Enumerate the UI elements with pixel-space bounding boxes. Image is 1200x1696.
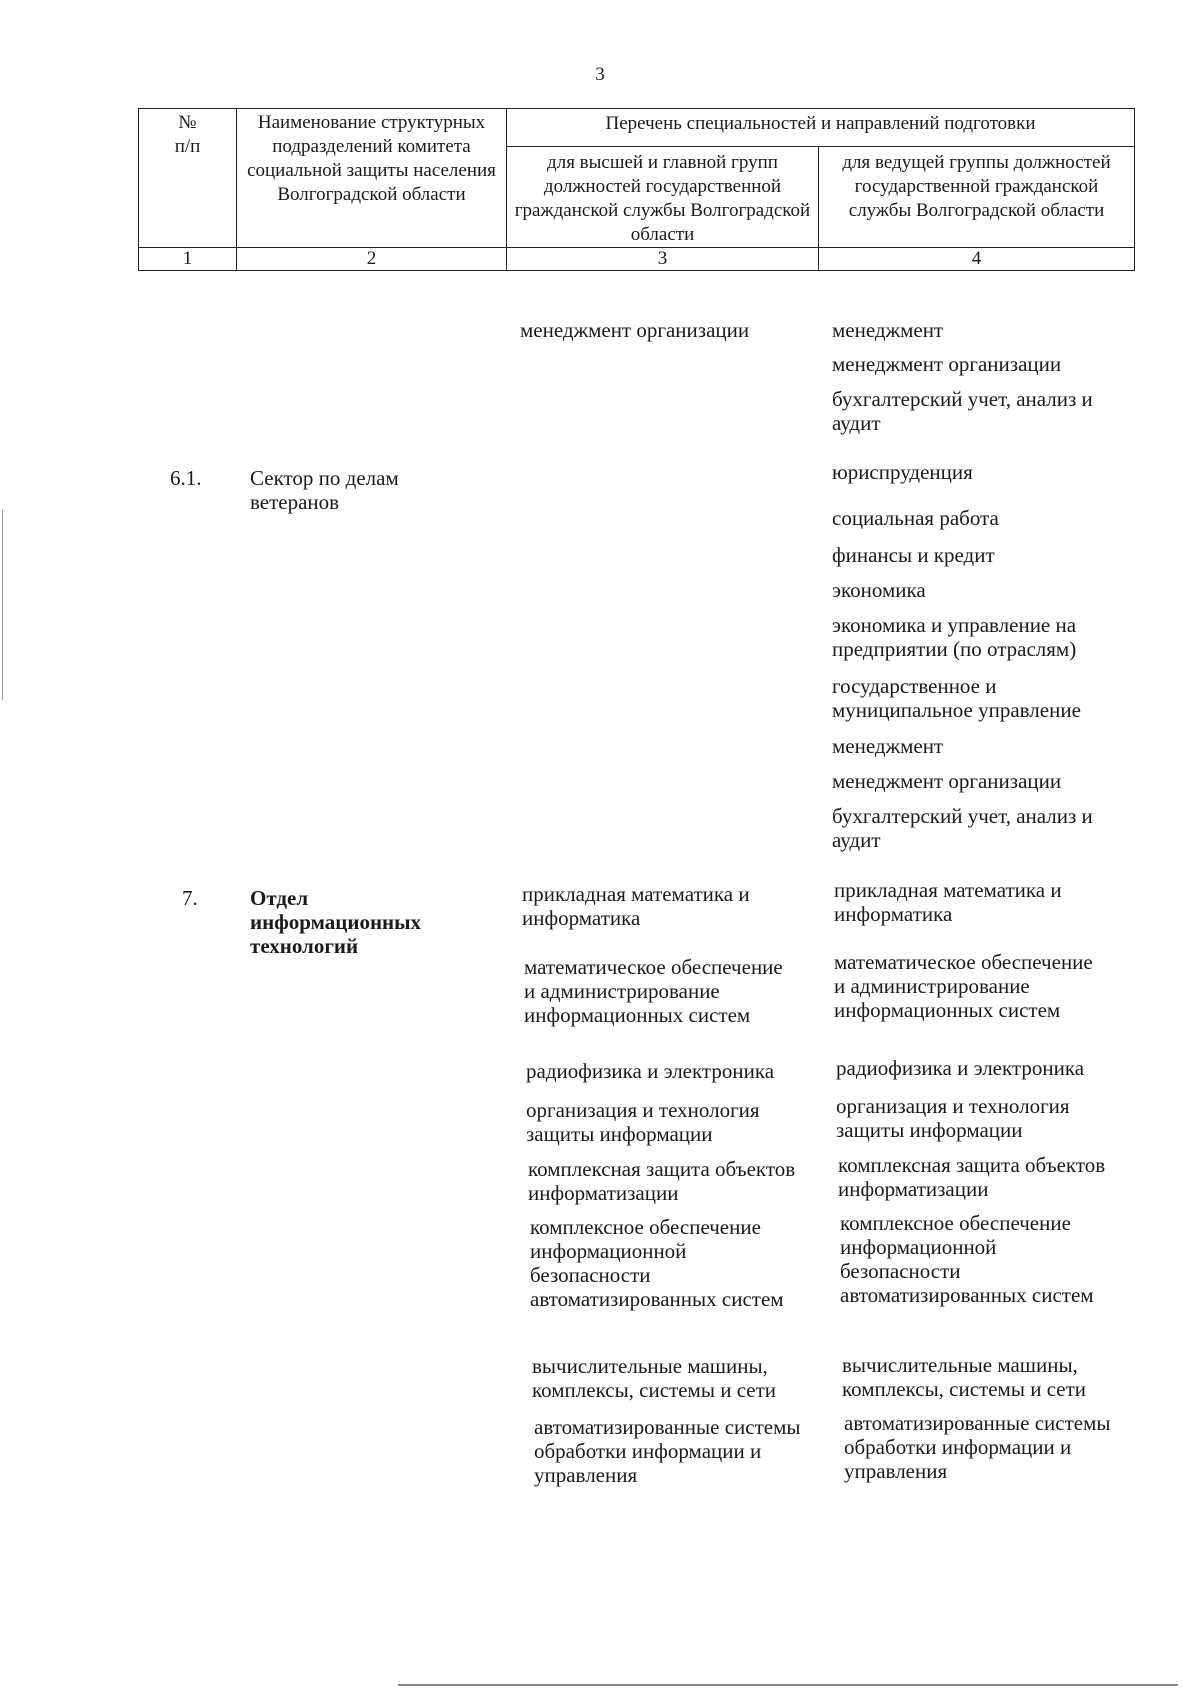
header-col-leading-group: для ведущей группы должностей государственной гражданской службы Волгоградской области — [819, 147, 1135, 248]
specialty-item: комплексная защита объектов информатизации — [838, 1153, 1106, 1201]
header-col-department: Наименование структурных подразделений комитета социальной защиты населения Волгоградской области — [237, 109, 507, 248]
scan-margin-line — [2, 510, 3, 700]
department-name: Сектор по делам ветеранов — [250, 466, 399, 514]
specialty-item: экономика и управление на предприятии (по отраслям) — [832, 613, 1077, 661]
specialty-item: финансы и кредит — [832, 543, 995, 567]
specialty-item: вычислительные машины, комплексы, системы и сети — [842, 1353, 1087, 1401]
specialty-item: математическое обеспечение и администрирование информационных систем — [834, 950, 1093, 1022]
specialty-item: радиофизика и электроника — [526, 1059, 775, 1083]
header-col-senior-groups: для высшей и главной групп должностей государственной гражданской службы Волгоградской области — [507, 147, 819, 248]
specialty-item: радиофизика и электроника — [836, 1056, 1085, 1080]
scan-bottom-line — [398, 1684, 1178, 1686]
specialty-item: автоматизированные системы обработки информации и управления — [844, 1411, 1111, 1483]
specialty-item: юриспруденция — [832, 460, 973, 484]
specialty-item: менеджмент — [832, 734, 944, 758]
specialties-table-header — [138, 108, 1135, 271]
specialty-item: комплексная защита объектов информатизации — [528, 1157, 796, 1205]
page-number: 3 — [595, 64, 605, 85]
row-number: 7. — [182, 886, 198, 910]
header-col-number: № п/п — [139, 109, 237, 248]
specialty-item: вычислительные машины, комплексы, системы и сети — [532, 1354, 777, 1402]
specialty-item: менеджмент организации — [832, 769, 1062, 793]
continued-col3-item: менеджмент организации — [520, 318, 750, 342]
specialty-item: комплексное обеспечение информационной безопасности автоматизированных систем — [840, 1211, 1094, 1307]
column-index-1: 1 — [139, 248, 237, 271]
specialty-item: прикладная математика и информатика — [834, 878, 1062, 926]
column-index-3: 3 — [507, 248, 819, 271]
header-specialties-group: Перечень специальностей и направлений подготовки — [507, 109, 1135, 147]
specialty-item: бухгалтерский учет, анализ и аудит — [832, 804, 1093, 852]
continued-col4-item: менеджмент организации — [832, 352, 1062, 376]
continued-col4-item: бухгалтерский учет, анализ и аудит — [832, 387, 1093, 435]
specialty-item: социальная работа — [832, 506, 999, 530]
column-index-2: 2 — [237, 248, 507, 271]
specialty-item: автоматизированные системы обработки информации и управления — [534, 1415, 801, 1487]
specialty-item: государственное и муниципальное управление — [832, 674, 1081, 722]
specialty-item: организация и технология защиты информации — [836, 1094, 1070, 1142]
specialty-item: комплексное обеспечение информационной безопасности автоматизированных систем — [530, 1215, 784, 1311]
column-index-4: 4 — [819, 248, 1135, 271]
specialty-item: прикладная математика и информатика — [522, 882, 750, 930]
specialty-item: математическое обеспечение и администрирование информационных систем — [524, 955, 783, 1027]
continued-col4-item: менеджмент — [832, 318, 944, 342]
specialty-item: экономика — [832, 578, 926, 602]
row-number: 6.1. — [170, 466, 202, 490]
specialty-item: организация и технология защиты информации — [526, 1098, 760, 1146]
department-name: Отдел информационных технологий — [250, 886, 422, 958]
